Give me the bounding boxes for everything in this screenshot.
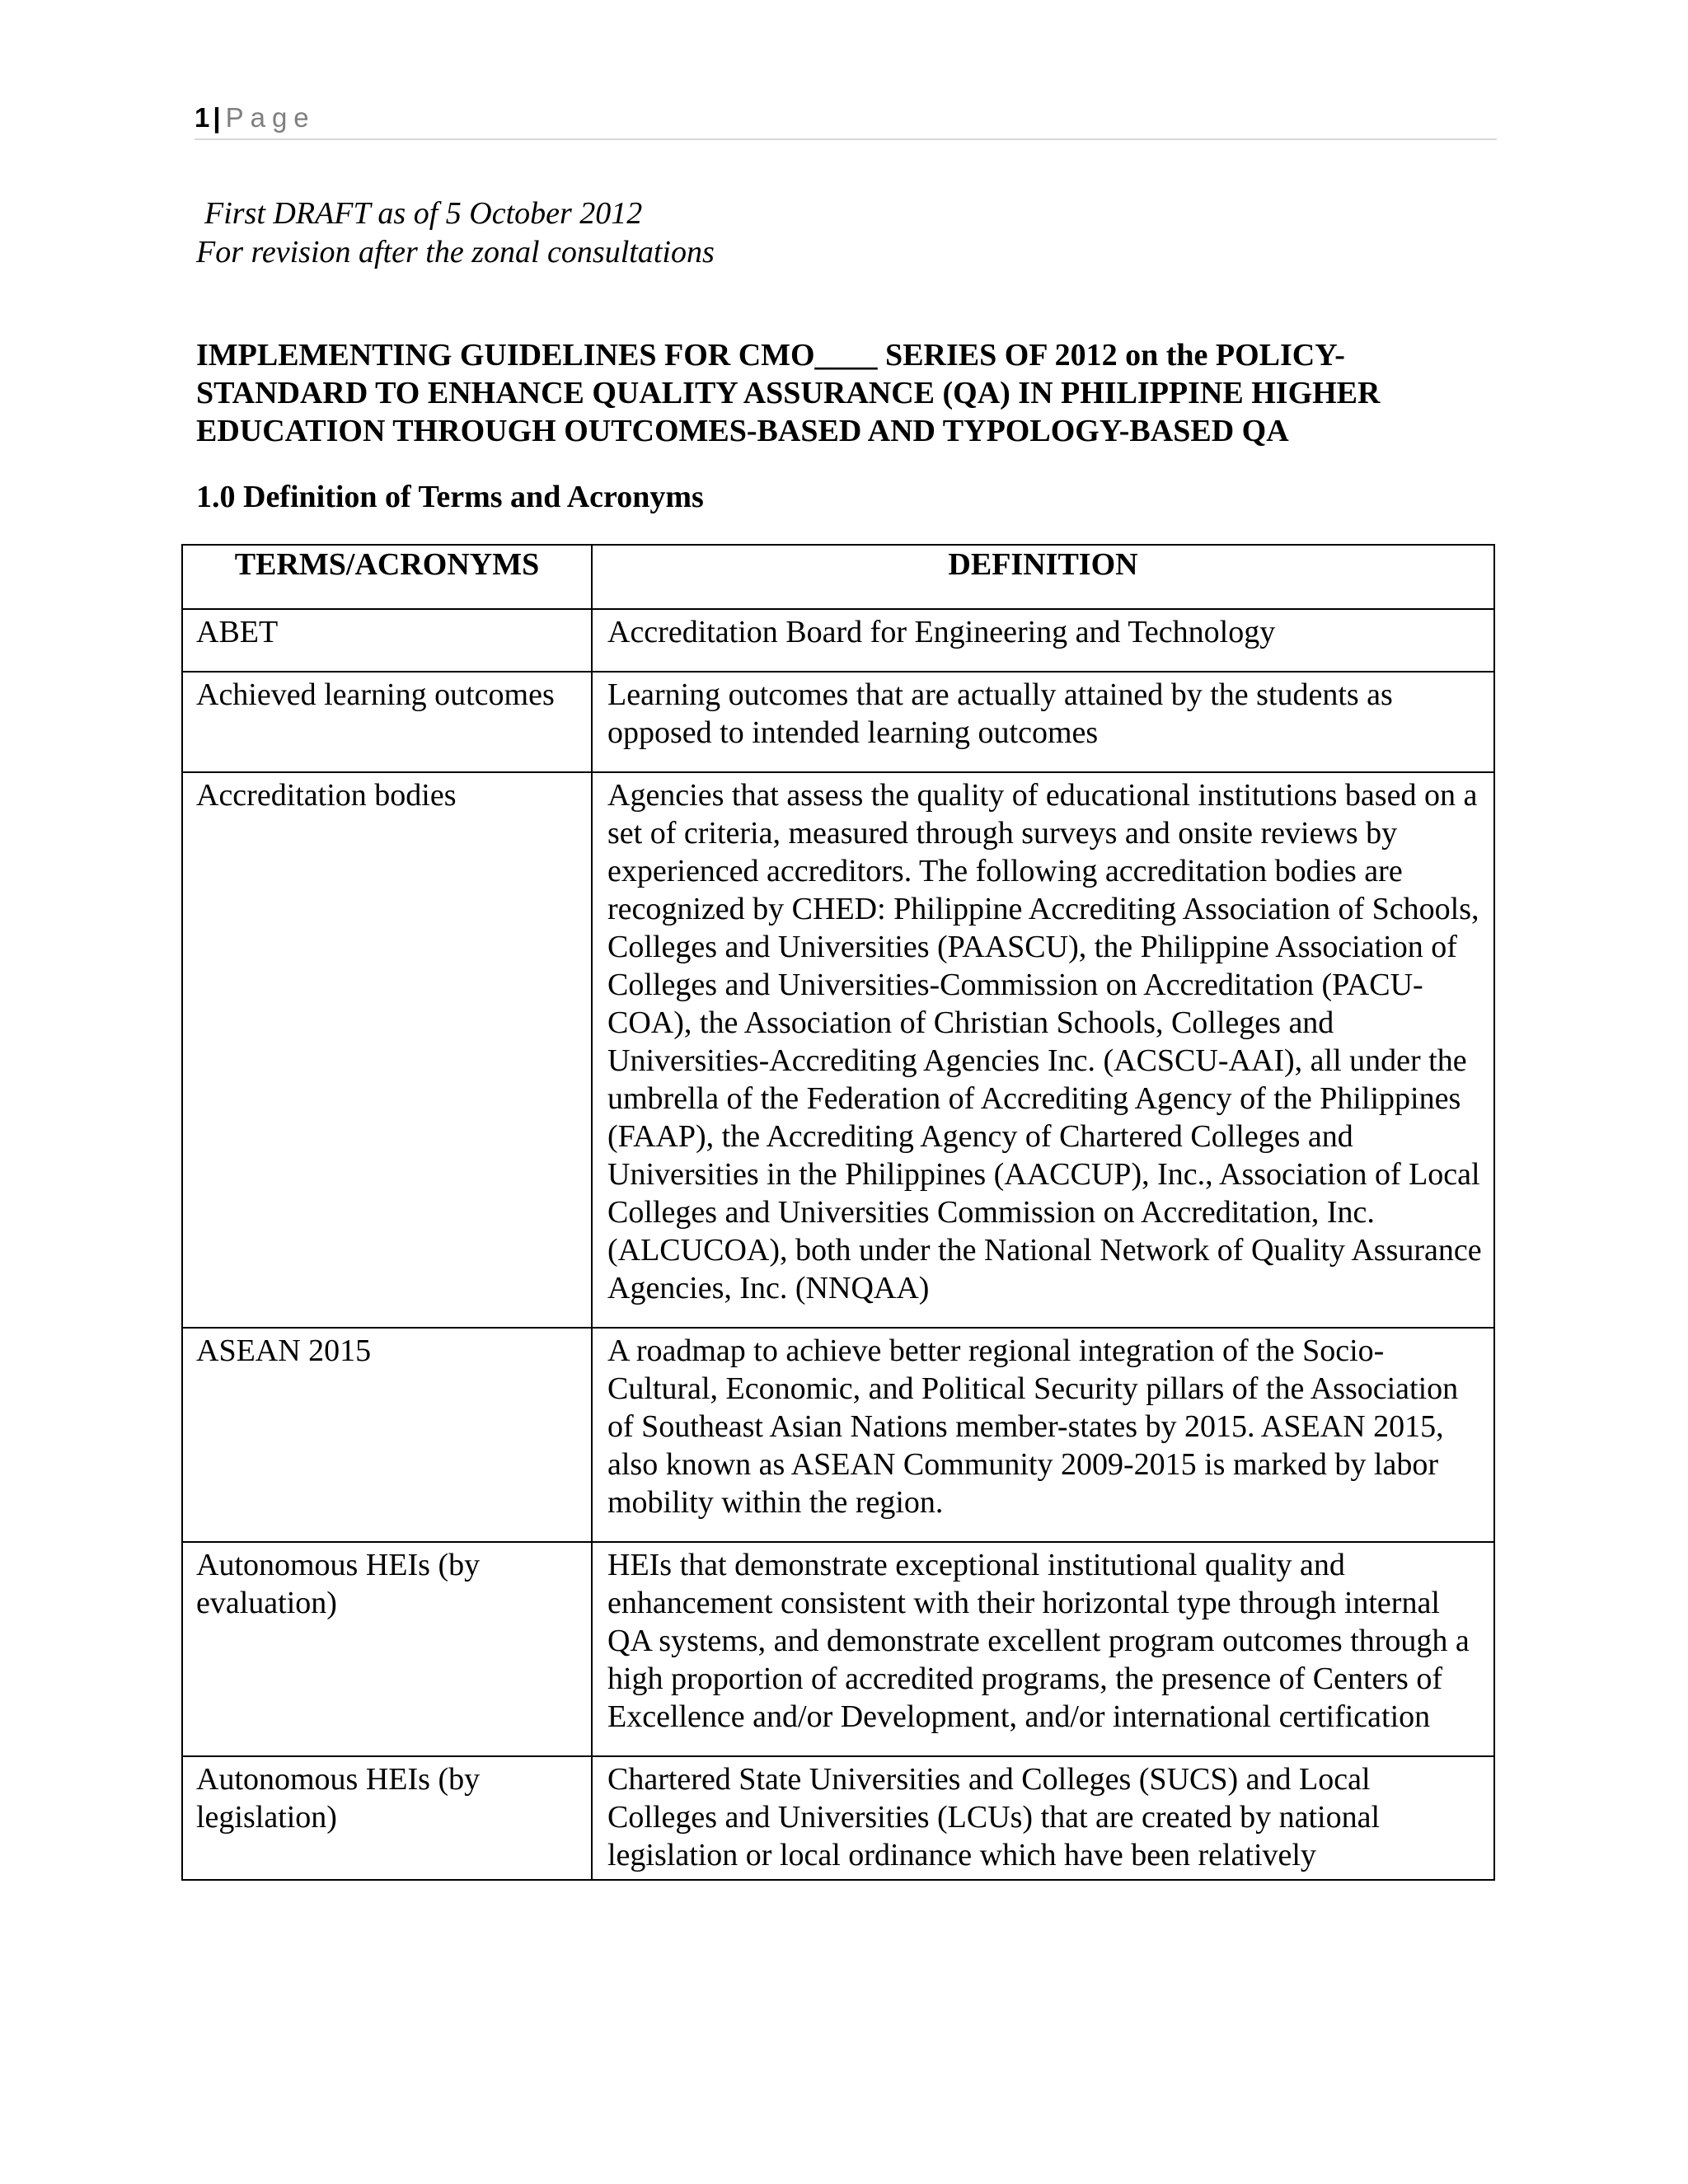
- header-terms: TERMS/ACRONYMS: [182, 545, 592, 609]
- header-definition: DEFINITION: [592, 545, 1494, 609]
- term-cell: Autonomous HEIs (by evaluation): [182, 1542, 592, 1756]
- term-cell: Achieved learning outcomes: [182, 672, 592, 772]
- terms-table: [181, 544, 1495, 1881]
- definition-cell: HEIs that demonstrate exceptional institutional quality and enhancement consistent with their horizontal type through internal QA systems, and demonstrate excellent program outcomes through a high proportion of accredited programs, the presence of Centers of Excellence and/or Development, and/or international certification: [592, 1542, 1494, 1756]
- table-row: [182, 772, 1494, 1328]
- title-line-3: EDUCATION THROUGH OUTCOMES-BASED AND TYPOLOGY-BASED QA: [196, 414, 1289, 448]
- definition-cell: Agencies that assess the quality of educational institutions based on a set of criteria, measured through surveys and onsite reviews by experienced accreditors. The following accreditation bodies are recognized by CHED: Philippine Accrediting Association of Schools, Colleges and Universities (PAASCU), the Philippine Association of Colleges and Universities-Commission on Accreditation (PACU-COA), the Association of Christian Schools, Colleges and Universities-Accrediting Agencies Inc. (ACSCU-AAI), all under the umbrella of the Federation of Accrediting Agency of the Philippines (FAAP), the Accrediting Agency of Chartered Colleges and Universities in the Philippines (AACCUP), Inc., Association of Local Colleges and Universities Commission on Accreditation, Inc. (ALCUCOA), both under the National Network of Quality Assurance Agencies, Inc. (NNQAA): [592, 772, 1494, 1328]
- page-number: 1: [195, 102, 210, 133]
- page-separator: |: [213, 102, 221, 133]
- section-heading: 1.0 Definition of Terms and Acronyms: [196, 480, 704, 514]
- table-row: [182, 609, 1494, 672]
- draft-note: [196, 194, 715, 272]
- document-title: [196, 336, 1531, 450]
- page-header: [195, 97, 1497, 140]
- table-row: [182, 1328, 1494, 1542]
- term-cell: Autonomous HEIs (by legislation): [182, 1756, 592, 1880]
- definition-cell: Learning outcomes that are actually attained by the students as opposed to intended learning outcomes: [592, 672, 1494, 772]
- term-cell: ASEAN 2015: [182, 1328, 592, 1542]
- definition-cell: Accreditation Board for Engineering and Technology: [592, 609, 1494, 672]
- table-header-row: [182, 545, 1494, 609]
- draft-note-line-1: First DRAFT as of 5 October 2012: [204, 196, 643, 231]
- definition-cell: Chartered State Universities and Colleges (SUCS) and Local Colleges and Universities (LCUs) that are created by national legislation or local ordinance which have been relatively: [592, 1756, 1494, 1880]
- title-line-2: STANDARD TO ENHANCE QUALITY ASSURANCE (QA) IN PHILIPPINE HIGHER: [196, 376, 1381, 410]
- draft-note-line-2: For revision after the zonal consultations: [196, 235, 715, 269]
- table-row: [182, 672, 1494, 772]
- table-row: [182, 1756, 1494, 1880]
- term-cell: ABET: [182, 609, 592, 672]
- title-line-1: IMPLEMENTING GUIDELINES FOR CMO____ SERIES OF 2012 on the POLICY-: [196, 338, 1345, 373]
- definition-cell: A roadmap to achieve better regional integration of the Socio-Cultural, Economic, and Political Security pillars of the Association of Southeast Asian Nations member-states by 2015. ASEAN 2015, also known as ASEAN Community 2009-2015 is marked by labor mobility within the region.: [592, 1328, 1494, 1542]
- table-row: [182, 1542, 1494, 1756]
- page-label: Page: [225, 102, 316, 133]
- term-cell: Accreditation bodies: [182, 772, 592, 1328]
